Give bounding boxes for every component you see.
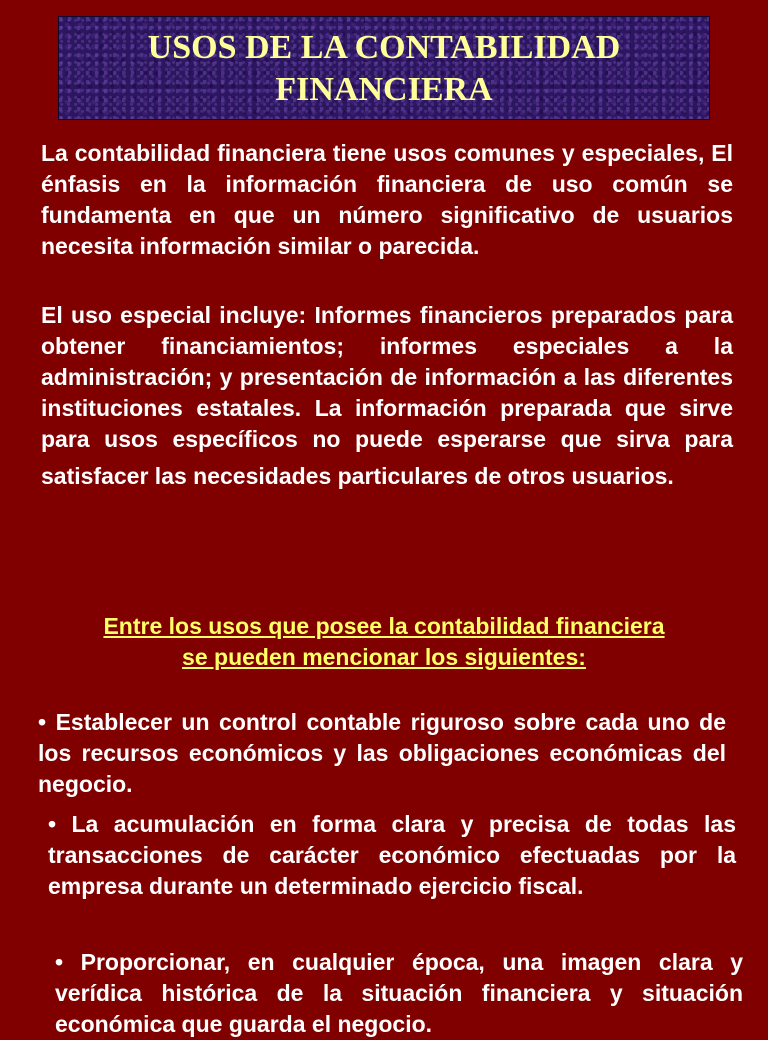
page-title xyxy=(59,17,709,111)
special-use-last-word: usuarios. xyxy=(571,463,674,489)
bullet-item-control: • Establecer un control contable riguroso sobre cada uno de los recursos económicos y las obligaciones económicas del negocio. xyxy=(38,709,726,797)
uses-intro-line-1: Entre los usos que posee la contabilidad financiera xyxy=(103,613,665,639)
bullet-item-image: • Proporcionar, en cualquier época, una imagen clara y verídica histórica de la situación financiera y situación económica que guarda el negocio. xyxy=(55,949,743,1037)
uses-intro-line-2: se pueden mencionar los siguientes: xyxy=(182,644,586,670)
intro-paragraph: La contabilidad financiera tiene usos comunes y especiales, El énfasis en la información financiera de uso común se fundamenta en que un número significativo de usuarios necesita información similar o parecida. xyxy=(41,140,733,259)
uses-intro-highlight xyxy=(30,611,738,673)
title-banner xyxy=(58,16,710,120)
bullet-item-accumulation: • La acumulación en forma clara y precisa de todas las transacciones de carácter económico efectuadas por la empresa durante un determinado ejercicio fiscal. xyxy=(48,811,736,899)
special-use-paragraph xyxy=(41,300,733,492)
page-title-line-2: FINANCIERA xyxy=(275,71,493,108)
special-use-body: El uso especial incluye: Informes financieros preparados para obtener financiamientos; informes especiales a la administración; y presentación de información a las diferentes instituciones estatales. La información preparada que sirve para usos específicos no puede esperarse que sirva para satisfacer las necesidades particulares de otros xyxy=(41,302,733,489)
page-title-line-1: USOS DE LA CONTABILIDAD xyxy=(147,29,621,66)
